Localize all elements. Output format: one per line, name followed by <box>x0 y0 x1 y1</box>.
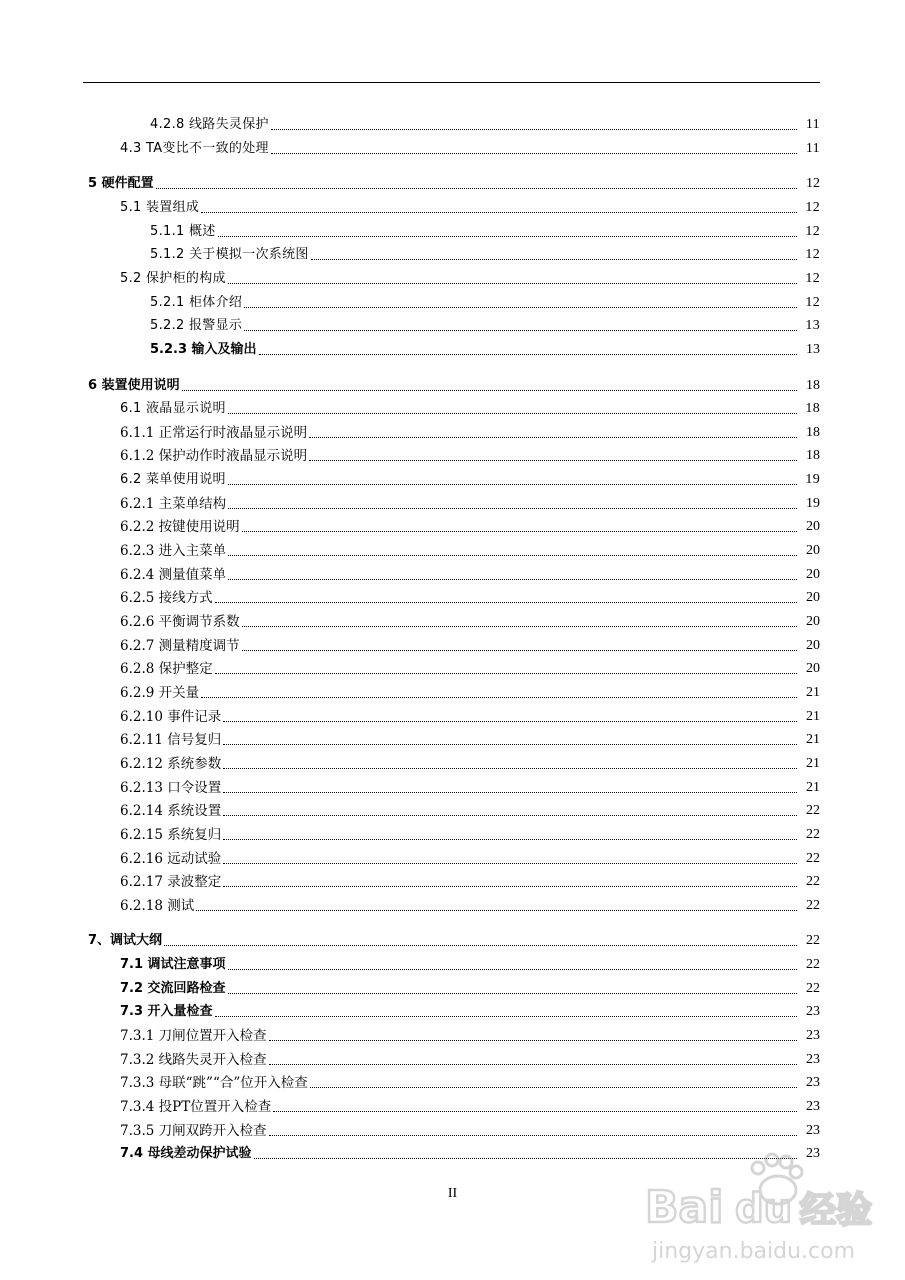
toc-entry-page: 12 <box>805 247 820 263</box>
toc-entry[interactable] <box>120 585 820 607</box>
toc-entry-page: 22 <box>806 933 820 949</box>
toc-entry-title: 5.1.1 概述 <box>150 223 216 239</box>
toc-leader-dots <box>156 188 797 189</box>
toc-leader-dots <box>182 390 797 391</box>
toc-leader-dots <box>228 555 797 556</box>
toc-entry[interactable] <box>88 928 820 950</box>
toc-entry-title: 5 硬件配置 <box>88 176 154 192</box>
toc-entry-page: 22 <box>806 850 820 866</box>
toc-leader-dots <box>223 768 797 769</box>
toc-entry[interactable] <box>120 396 820 418</box>
toc-entry[interactable] <box>120 822 820 844</box>
toc-leader-dots <box>311 259 797 260</box>
toc-leader-dots <box>228 508 797 509</box>
toc-entry[interactable] <box>120 1118 820 1140</box>
toc-entry[interactable] <box>120 1047 820 1069</box>
toc-entry[interactable] <box>120 420 820 442</box>
toc-entry-page: 21 <box>806 779 820 795</box>
toc-leader-dots <box>201 697 797 698</box>
toc-entry[interactable] <box>120 609 820 631</box>
toc-entry-title: 6.2.18 测试 <box>120 897 195 914</box>
svg-text:du: du <box>735 1186 793 1232</box>
baidu-jingyan-watermark <box>640 1140 895 1270</box>
toc-entry-page: 12 <box>805 270 820 286</box>
toc-leader-dots <box>242 531 797 532</box>
toc-entry-title: 7.3.5 刀闸双跨开入检查 <box>120 1122 267 1139</box>
toc-leader-dots <box>228 484 797 485</box>
toc-entry-title: 6.2.7 测量精度调节 <box>120 637 240 654</box>
page-number: II <box>447 1186 458 1201</box>
toc-entry-page: 18 <box>806 424 820 440</box>
toc-entry-page: 22 <box>806 826 820 842</box>
toc-entry-title: 6 装置使用说明 <box>88 377 180 393</box>
toc-entry[interactable] <box>88 373 820 395</box>
toc-entry-page: 13 <box>805 318 820 334</box>
toc-leader-dots <box>223 839 797 840</box>
toc-entry-title: 6.2.1 主菜单结构 <box>120 495 227 512</box>
toc-entry-title: 6.2.13 口令设置 <box>120 779 222 796</box>
toc-entry[interactable] <box>150 337 820 359</box>
toc-entry-title: 6.1.1 正常运行时液晶显示说明 <box>120 424 308 441</box>
toc-entry-title: 7.3.3 母联“跳”“合”位开入检查 <box>120 1075 308 1092</box>
toc-entry[interactable] <box>120 656 820 678</box>
toc-entry-page: 22 <box>806 980 820 996</box>
toc-entry-page: 18 <box>806 448 820 464</box>
toc-entry[interactable] <box>120 846 820 868</box>
toc-leader-dots <box>201 212 797 213</box>
toc-entry[interactable] <box>120 976 820 998</box>
toc-entry-title: 5.2.1 柜体介绍 <box>150 294 243 310</box>
toc-leader-dots <box>269 1064 797 1065</box>
toc-entry[interactable] <box>120 775 820 797</box>
toc-entry[interactable] <box>150 112 820 134</box>
toc-entry-title: 7.4 母线差动保护试验 <box>120 1146 252 1162</box>
toc-entry-title: 6.2.10 事件记录 <box>120 708 222 725</box>
toc-leader-dots <box>164 945 797 946</box>
toc-entry-title: 6.2.3 进入主菜单 <box>120 543 227 560</box>
svg-text:Bai: Bai <box>645 1182 724 1233</box>
toc-entry-page: 21 <box>806 708 820 724</box>
toc-entry[interactable] <box>120 704 820 726</box>
toc-entry-page: 23 <box>806 1099 820 1114</box>
toc-entry-page: 21 <box>806 684 820 700</box>
toc-entry-title: 5.1.2 关于模拟一次系统图 <box>150 247 309 263</box>
toc-entry[interactable] <box>120 1023 820 1045</box>
toc-entry-page: 18 <box>806 377 820 393</box>
toc-entry-title: 4.3 TA变比不一致的处理 <box>120 140 269 156</box>
toc-entry-page: 20 <box>806 543 820 559</box>
toc-leader-dots <box>215 1016 797 1017</box>
toc-entry-page: 21 <box>806 755 820 771</box>
toc-entry[interactable] <box>120 491 820 513</box>
toc-entry-title: 7.2 交流回路检查 <box>120 980 226 996</box>
toc-entry-page: 23 <box>806 1051 820 1067</box>
toc-entry-title: 6.2.4 测量值菜单 <box>120 566 227 583</box>
toc-entry[interactable] <box>150 219 820 241</box>
toc-entry[interactable] <box>120 467 820 489</box>
toc-entry-title: 6.2.15 系统复归 <box>120 826 222 843</box>
toc-entry[interactable] <box>120 633 820 655</box>
toc-entry-page: 20 <box>806 637 820 653</box>
toc-entry-page: 19 <box>805 472 820 488</box>
toc-entry-title: 6.2.2 按键使用说明 <box>120 519 240 536</box>
toc-leader-dots <box>309 460 797 461</box>
toc-leader-dots <box>228 579 797 580</box>
toc-entry-page: 19 <box>806 495 820 511</box>
toc-entry[interactable] <box>120 798 820 820</box>
toc-entry-page: 23 <box>806 1028 820 1044</box>
toc-entry-page: 22 <box>806 897 820 913</box>
svg-text:jingyan.baidu.com: jingyan.baidu.com <box>652 1239 856 1264</box>
toc-entry[interactable] <box>150 242 820 264</box>
toc-entry[interactable] <box>120 751 820 773</box>
toc-entry[interactable] <box>120 195 820 217</box>
toc-entry-page: 12 <box>806 176 820 192</box>
toc-leader-dots <box>215 673 797 674</box>
toc-entry[interactable] <box>120 514 820 536</box>
toc-entry-page: 22 <box>806 803 820 819</box>
toc-entry-page: 23 <box>806 1004 820 1020</box>
toc-entry[interactable] <box>120 893 820 915</box>
toc-entry-title: 5.2 保护柜的构成 <box>120 270 226 286</box>
toc-entry[interactable] <box>120 727 820 749</box>
toc-entry-title: 5.2.3 输入及输出 <box>150 341 257 357</box>
toc-entry-title: 6.2.6 平衡调节系数 <box>120 614 240 630</box>
toc-entry-page: 11 <box>805 140 820 156</box>
toc-leader-dots <box>215 602 797 603</box>
toc-entry-title: 4.2.8 线路失灵保护 <box>150 117 269 132</box>
toc-entry-title: 6.2.16 远动试验 <box>120 850 222 867</box>
toc-entry-page: 21 <box>806 732 820 748</box>
toc-entry[interactable] <box>88 171 820 193</box>
toc-entry-title: 7.3.1 刀闸位置开入检查 <box>120 1028 267 1045</box>
toc-leader-dots <box>271 129 797 130</box>
toc-entry-page: 20 <box>806 519 820 535</box>
toc-entry[interactable] <box>120 999 820 1021</box>
toc-entry-title: 6.2.14 系统设置 <box>120 803 222 820</box>
toc-entry-page: 22 <box>806 957 820 973</box>
toc-leader-dots <box>244 330 797 331</box>
toc-leader-dots <box>218 236 797 237</box>
toc-entry-page: 20 <box>806 661 820 677</box>
toc-entry-page: 12 <box>805 199 820 215</box>
toc-entry-title: 6.1.2 保护动作时液晶显示说明 <box>120 448 308 465</box>
toc-entry-title: 7、调试大纲 <box>88 933 163 949</box>
toc-leader-dots <box>269 1135 797 1136</box>
toc-entry-page: 11 <box>805 117 820 132</box>
toc-entry-page: 20 <box>806 590 820 606</box>
toc-entry-page: 22 <box>806 874 820 890</box>
toc-entry-page: 12 <box>805 294 820 310</box>
toc-entry-page: 18 <box>805 401 820 417</box>
toc-entry[interactable] <box>120 443 820 465</box>
toc-entry-title: 7.3.2 线路失灵开入检查 <box>120 1051 267 1068</box>
toc-entry-title: 6.2 菜单使用说明 <box>120 472 226 488</box>
toc-entry-title: 6.2.11 信号复归 <box>120 732 222 749</box>
toc-leader-dots <box>228 413 797 414</box>
toc-entry-title: 6.2.17 录波整定 <box>120 874 222 891</box>
toc-leader-dots <box>223 792 797 793</box>
toc-leader-dots <box>271 153 797 154</box>
svg-text:经验: 经验 <box>800 1190 873 1231</box>
toc-entry[interactable] <box>120 136 820 158</box>
toc-leader-dots <box>309 437 797 438</box>
toc-leader-dots <box>242 626 797 627</box>
toc-entry[interactable] <box>120 680 820 702</box>
toc-entry-page: 23 <box>806 1146 820 1162</box>
toc-entry[interactable] <box>120 538 820 560</box>
toc-leader-dots <box>223 863 797 864</box>
toc-entry[interactable] <box>120 562 820 584</box>
toc-entry-page: 23 <box>806 1075 820 1091</box>
toc-entry[interactable] <box>150 290 820 312</box>
toc-leader-dots <box>228 969 797 970</box>
toc-leader-dots <box>244 307 797 308</box>
toc-entry-title: 7.1 调试注意事项 <box>120 957 226 973</box>
toc-entry-page: 20 <box>806 566 820 582</box>
toc-entry-title: 5.2.2 报警显示 <box>150 318 243 334</box>
toc-entry-title: 6.2.5 接线方式 <box>120 590 213 607</box>
toc-entry[interactable] <box>120 266 820 288</box>
toc-entry-page: 20 <box>806 614 820 629</box>
toc-leader-dots <box>223 886 797 887</box>
toc-leader-dots <box>269 1040 797 1041</box>
toc-entry-title: 6.2.12 系统参数 <box>120 755 222 772</box>
toc-entry-title: 6.1 液晶显示说明 <box>120 401 226 417</box>
toc-leader-dots <box>228 283 797 284</box>
toc-entry[interactable] <box>120 1070 820 1092</box>
toc-entry-title: 6.2.9 开关量 <box>120 684 200 701</box>
toc-leader-dots <box>259 354 797 355</box>
toc-entry-page: 23 <box>806 1122 820 1138</box>
toc-entry[interactable] <box>150 313 820 335</box>
toc-leader-dots <box>196 910 797 911</box>
toc-entry-title: 7.3 开入量检查 <box>120 1004 213 1020</box>
toc-entry-title: 6.2.8 保护整定 <box>120 661 213 678</box>
toc-leader-dots <box>223 744 797 745</box>
toc-leader-dots <box>310 1087 797 1088</box>
toc-entry-page: 12 <box>805 223 820 239</box>
toc-leader-dots <box>228 993 797 994</box>
toc-leader-dots <box>273 1111 797 1112</box>
toc-entry-page: 13 <box>806 341 820 357</box>
toc-leader-dots <box>223 721 797 722</box>
toc-entry[interactable] <box>120 869 820 891</box>
toc-entry-title: 5.1 装置组成 <box>120 199 200 215</box>
toc-leader-dots <box>242 650 797 651</box>
toc-leader-dots <box>223 815 797 816</box>
toc-entry[interactable] <box>120 1094 820 1116</box>
toc-entry[interactable] <box>120 952 820 974</box>
toc-entry-title: 7.3.4 投PT位置开入检查 <box>120 1099 272 1115</box>
